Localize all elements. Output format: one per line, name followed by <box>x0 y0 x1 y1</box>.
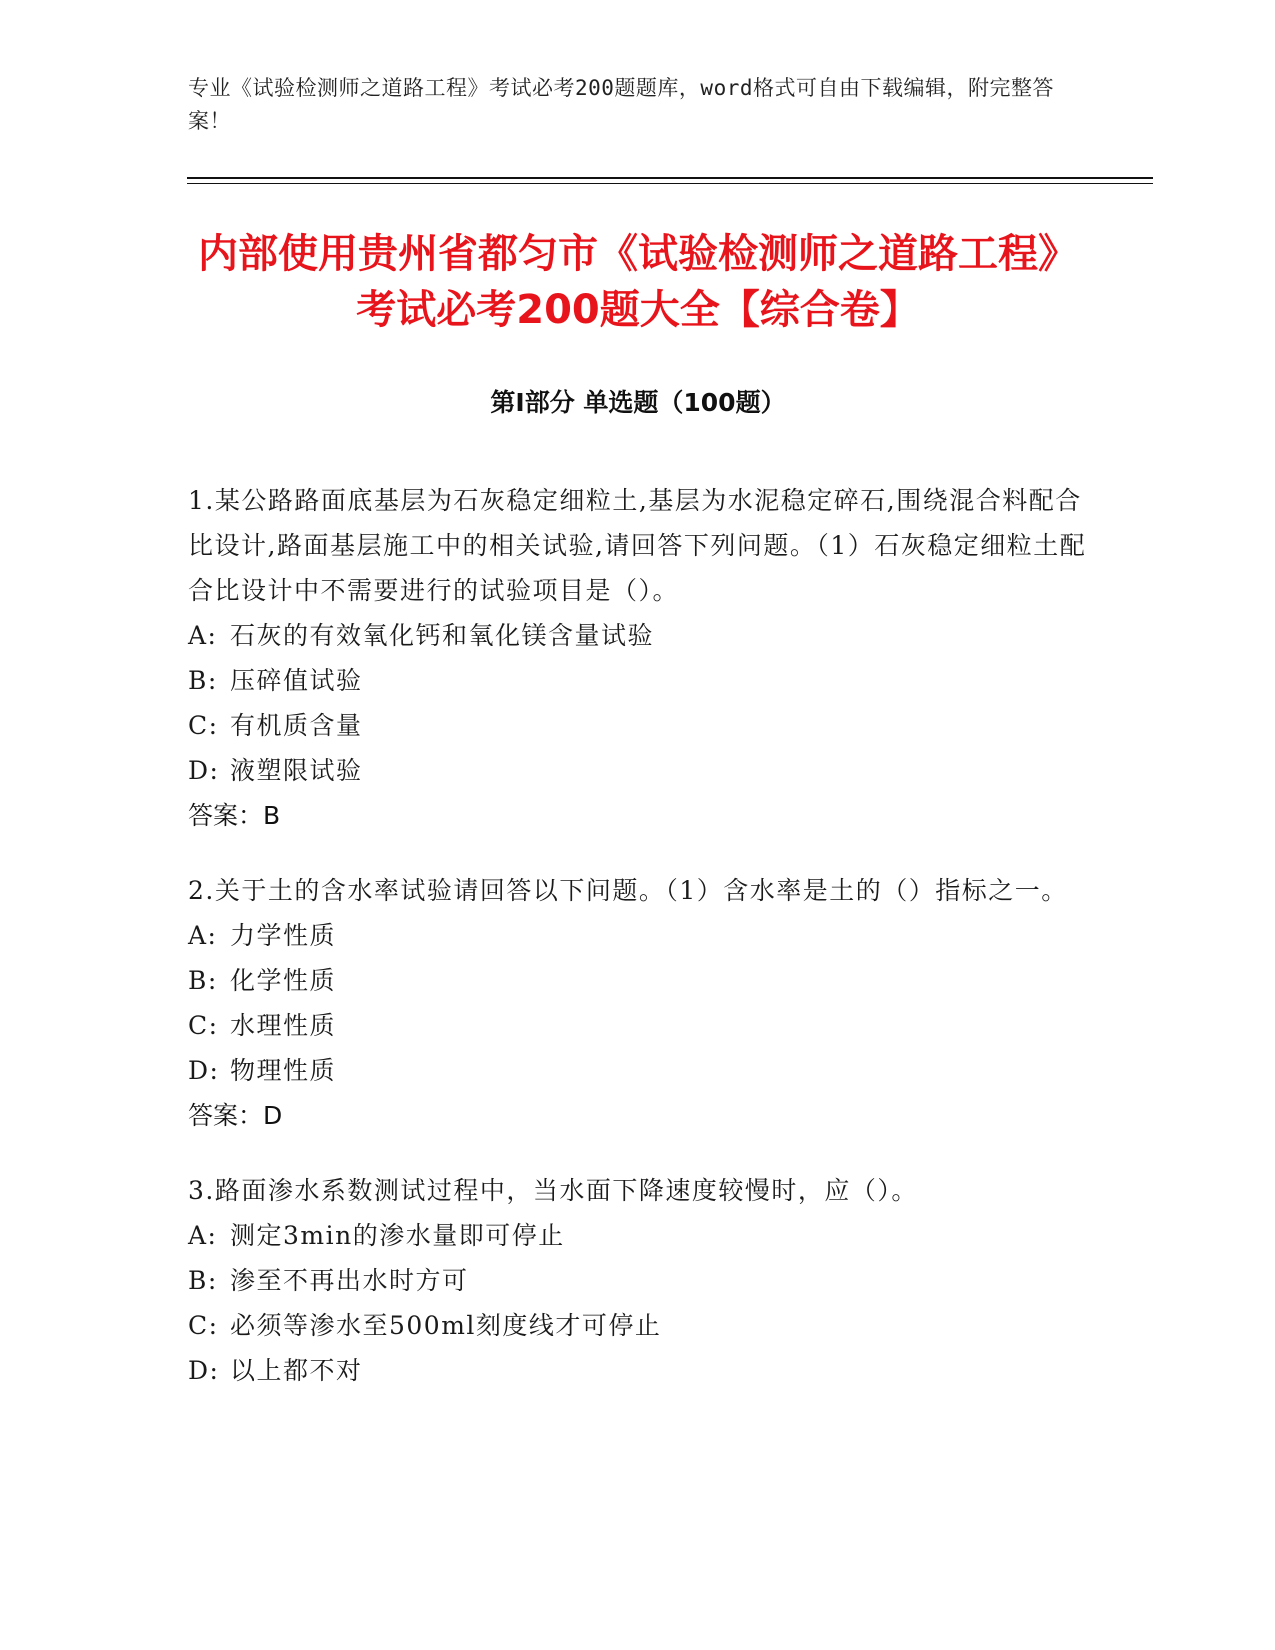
section-heading: 第I部分 单选题（100题） <box>490 388 786 417</box>
answer-line: 答案：B <box>188 801 281 830</box>
option-letter: A: <box>188 1221 218 1250</box>
option-text: 压碎值试验 <box>230 666 363 695</box>
option-letter: B: <box>188 966 218 995</box>
question-item <box>188 1168 1088 1393</box>
option-a <box>188 1213 1088 1258</box>
option-letter: C: <box>188 711 219 740</box>
question-text: 2.关于土的含水率试验请回答以下问题。（1）含水率是土的（）指标之一。 <box>188 876 1068 905</box>
option-text: 石灰的有效氧化钙和氧化镁含量试验 <box>230 621 655 650</box>
question-list <box>188 478 1088 1423</box>
option-d <box>188 748 1088 793</box>
header-divider-thick <box>187 177 1153 179</box>
option-a <box>188 613 1088 658</box>
option-a <box>188 913 1088 958</box>
option-letter: D: <box>188 756 220 785</box>
question-item <box>188 478 1088 838</box>
option-text: 测定3min的渗水量即可停止 <box>230 1221 565 1250</box>
option-text: 必须等渗水至500ml刻度线才可停止 <box>230 1311 662 1340</box>
option-letter: A: <box>188 921 218 950</box>
option-c <box>188 1003 1088 1048</box>
option-b <box>188 1258 1088 1303</box>
option-text: 化学性质 <box>230 966 337 995</box>
option-text: 物理性质 <box>230 1056 337 1085</box>
option-c <box>188 1303 1088 1348</box>
option-d <box>188 1348 1088 1393</box>
header-note: 专业《试验检测师之道路工程》考试必考200题题库，word格式可自由下载编辑，附完整答案！ <box>188 76 1054 133</box>
question-text: 3.路面渗水系数测试过程中，当水面下降速度较慢时，应（）。 <box>188 1176 918 1205</box>
option-d <box>188 1048 1088 1093</box>
option-letter: D: <box>188 1356 220 1385</box>
document-title: 内部使用贵州省都匀市《试验检测师之道路工程》考试必考200题大全【综合卷】 <box>198 231 1078 333</box>
option-c <box>188 703 1088 748</box>
option-letter: C: <box>188 1011 219 1040</box>
option-text: 力学性质 <box>230 921 337 950</box>
answer-line: 答案：D <box>188 1101 283 1130</box>
header-divider-thin <box>187 183 1153 184</box>
option-text: 以上都不对 <box>230 1356 363 1385</box>
option-text: 水理性质 <box>230 1011 337 1040</box>
option-letter: B: <box>188 1266 218 1295</box>
option-letter: C: <box>188 1311 219 1340</box>
option-b <box>188 958 1088 1003</box>
option-letter: B: <box>188 666 218 695</box>
option-letter: A: <box>188 621 218 650</box>
option-text: 有机质含量 <box>230 711 363 740</box>
option-letter: D: <box>188 1056 220 1085</box>
question-item <box>188 868 1088 1138</box>
question-text: 1.某公路路面底基层为石灰稳定细粒土,基层为水泥稳定碎石,围绕混合料配合比设计,路面基层施工中的相关试验,请回答下列问题。（1）石灰稳定细粒土配合比设计中不需要进行的试验项目是（）。 <box>188 486 1087 605</box>
option-text: 液塑限试验 <box>230 756 363 785</box>
option-text: 渗至不再出水时方可 <box>230 1266 469 1295</box>
option-b <box>188 658 1088 703</box>
